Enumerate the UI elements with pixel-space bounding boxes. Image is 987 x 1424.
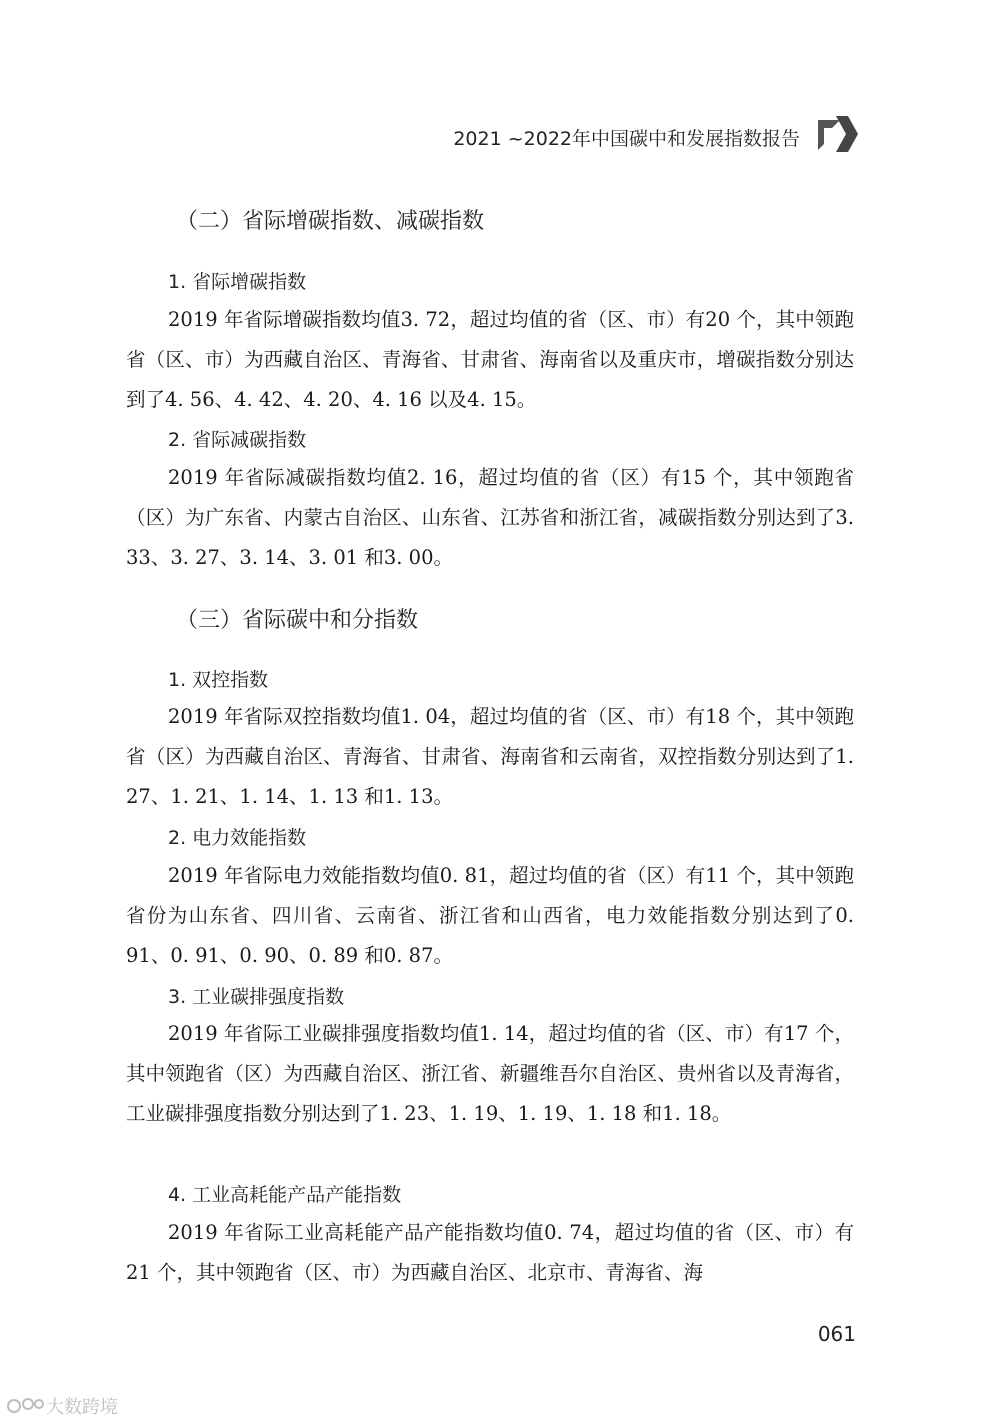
section-heading-3: （三）省际碳中和分指数 — [176, 608, 419, 633]
paragraph-increase-index: 2019 年省际增碳指数均值3. 72，超过均值的省（区、市）有20 个，其中领跑省（区、市）为西藏自治区、青海省、甘肃省、海南省以及重庆市，增碳指数分别达到了4. 56、4. 42、4. 20、4. 16 以及4. 15。 — [126, 308, 854, 411]
subsection-heading-dual-control: 1. 双控指数 — [168, 669, 269, 691]
subsection-heading-increase-index: 1. 省际增碳指数 — [168, 271, 307, 293]
book-logo-icon — [814, 114, 858, 154]
paragraph-high-energy-capacity: 2019 年省际工业高耗能产品产能指数均值0. 74，超过均值的省（区、市）有21 个，其中领跑省（区、市）为西藏自治区、北京市、青海省、海 — [126, 1221, 854, 1284]
paragraph-industrial-carbon-intensity: 2019 年省际工业碳排强度指数均值1. 14，超过均值的省（区、市）有17 个，其中领跑省（区）为西藏自治区、浙江省、新疆维吾尔自治区、贵州省以及青海省，工业碳排强度指数分别达到了1. 23、1. 19、1. 19、1. 18 和1. 18。 — [126, 1022, 854, 1125]
watermark-logo — [6, 1394, 130, 1418]
paragraph-reduction-index: 2019 年省际减碳指数均值2. 16，超过均值的省（区）有15 个，其中领跑省（区）为广东省、内蒙古自治区、山东省、江苏省和浙江省，减碳指数分别达到了3. 33、3. 27、3. 14、3. 01 和3. 00。 — [126, 466, 854, 569]
subsection-heading-power-efficiency: 2. 电力效能指数 — [168, 827, 307, 849]
paragraph-dual-control: 2019 年省际双控指数均值1. 04，超过均值的省（区、市）有18 个，其中领跑省（区）为西藏自治区、青海省、甘肃省、海南省和云南省，双控指数分别达到了1. 27、1. 21、1. 14、1. 13 和1. 13。 — [126, 705, 854, 808]
paragraph-power-efficiency: 2019 年省际电力效能指数均值0. 81，超过均值的省（区）有11 个，其中领跑省份为山东省、四川省、云南省、浙江省和山西省，电力效能指数分别达到了0. 91、0. 91、0. 90、0. 89 和0. 87。 — [126, 864, 854, 967]
brand-logo-icon — [6, 1394, 130, 1418]
section-heading-2: （二）省际增碳指数、减碳指数 — [176, 209, 485, 234]
svg-text:大数跨境: 大数跨境 — [46, 1397, 118, 1418]
subsection-heading-reduction-index: 2. 省际减碳指数 — [168, 429, 307, 451]
subsection-heading-industrial-carbon-intensity: 3. 工业碳排强度指数 — [168, 986, 345, 1008]
running-header-title: 2021 ~2022年中国碳中和发展指数报告 — [453, 128, 800, 150]
subsection-heading-high-energy-capacity: 4. 工业高耗能产品产能指数 — [168, 1184, 402, 1206]
page-number: 061 — [817, 1322, 856, 1346]
